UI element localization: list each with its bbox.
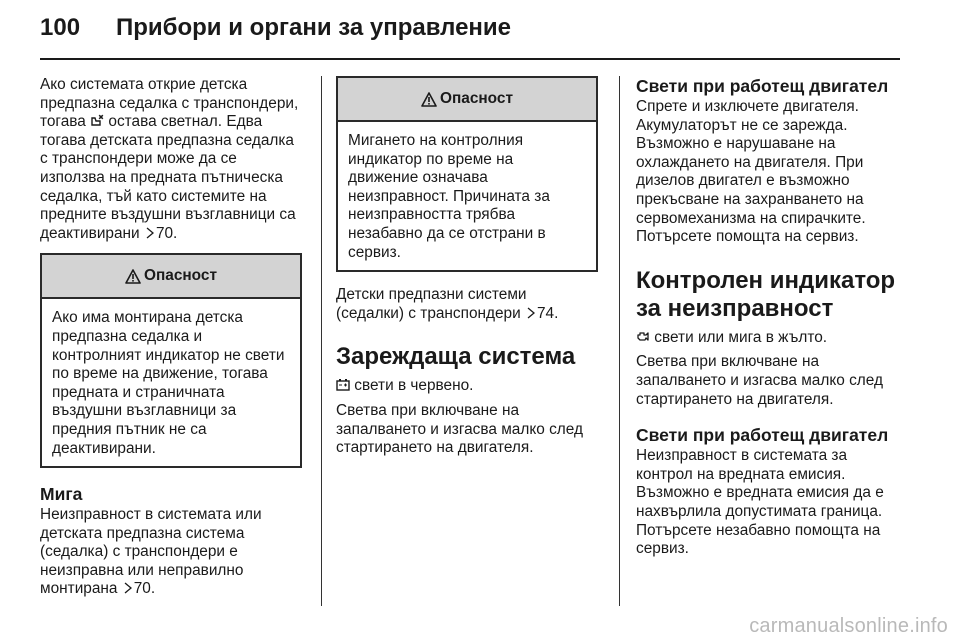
warning-text: Мигането на контролния индикатор по време на движение означава неизправност. Причината за неизправността трябва незабавно да се отстрани в сервиз. — [338, 120, 596, 270]
child-restraint-paragraph: Детски предпазни системи (седалки) с транспондери 74. — [336, 286, 559, 322]
warning-header — [42, 255, 300, 297]
page-title: Прибори и органи за управление — [116, 14, 512, 41]
warning-box — [40, 253, 302, 468]
section-heading-malfunction: Контролен индикатор за неизправност — [636, 266, 896, 322]
section-heading-blinking: Мига — [40, 484, 83, 505]
warning-box — [336, 76, 598, 272]
engine-icon — [636, 330, 650, 343]
page-number: 100 — [40, 14, 81, 41]
column-right — [636, 76, 898, 559]
malfunction-paragraph: Светва при включване на запалването и изгасва малко след стартирането на двигателя. — [636, 353, 883, 408]
charging-lit-paragraph: свети в червено. — [336, 377, 598, 396]
arrow-reference-icon — [146, 227, 154, 239]
page-reference[interactable]: 74. — [537, 304, 559, 322]
charging-paragraph: Светва при включване на запалването и изгасва малко след стартирането на двигателя. — [336, 401, 583, 457]
section-heading-engine-running: Свети при работещ двигател — [636, 425, 889, 446]
header-divider — [40, 58, 900, 60]
malfunction-lit-paragraph: свети или мига в жълто. — [636, 329, 898, 348]
emission-paragraph: Неизправност в системата за контрол на вредната емисия. Възможно е вредната емисия да е нахвърлила допустимата граница. Потърсете незабавно помощта на сервиз. — [636, 447, 884, 558]
airbag-off-icon — [90, 114, 104, 127]
battery-icon — [336, 378, 350, 391]
column-left — [40, 76, 302, 599]
airbag-intro-paragraph: Ако системата открие детска предпазна седалка с транспондери, тогава остава светнал. Едва тогава детската предпазна седалка с транспондери може да се използва на предната пътническа седалка, тъй като системите на предните въздушни възглавници са деактивирани 70. — [40, 76, 299, 242]
page-header — [40, 8, 940, 54]
blinking-paragraph: Неизправност в системата или детската предпазна система (седалка) с транспондери е неизправна или неправилно монтирана 70. — [40, 506, 262, 598]
warning-triangle-icon — [125, 269, 141, 284]
warning-text: Ако има монтирана детска предпазна седалка и контролният индикатор не свети по време на движение, тогава предната и страничната въздушни възглавници за предния пътник не са деактивирани. — [42, 297, 300, 466]
warning-title: Опасност — [440, 90, 513, 107]
engine-running-paragraph: Спрете и изключете двигателя. Акумулаторът не се зарежда. Възможно е нарушаване на охлаждането на двигателя. При дизелов двигател е възможно прекъсване на захранването на сервомеханизма на спирачките. Потърсете помощта на сервиз. — [636, 98, 866, 246]
warning-header — [338, 78, 596, 120]
page-reference[interactable]: 70. — [155, 224, 178, 242]
column-middle — [336, 76, 598, 458]
warning-triangle-icon — [421, 92, 437, 107]
arrow-reference-icon — [124, 582, 132, 594]
arrow-reference-icon — [527, 307, 535, 319]
section-heading-engine-running: Свети при работещ двигател — [636, 76, 889, 96]
section-heading-charging: Зареждаща система — [336, 343, 576, 371]
warning-title: Опасност — [144, 267, 217, 285]
page-reference[interactable]: 70. — [133, 580, 156, 598]
column-divider — [321, 76, 322, 606]
column-divider — [619, 76, 620, 606]
watermark: carmanualsonline.info — [749, 615, 948, 637]
